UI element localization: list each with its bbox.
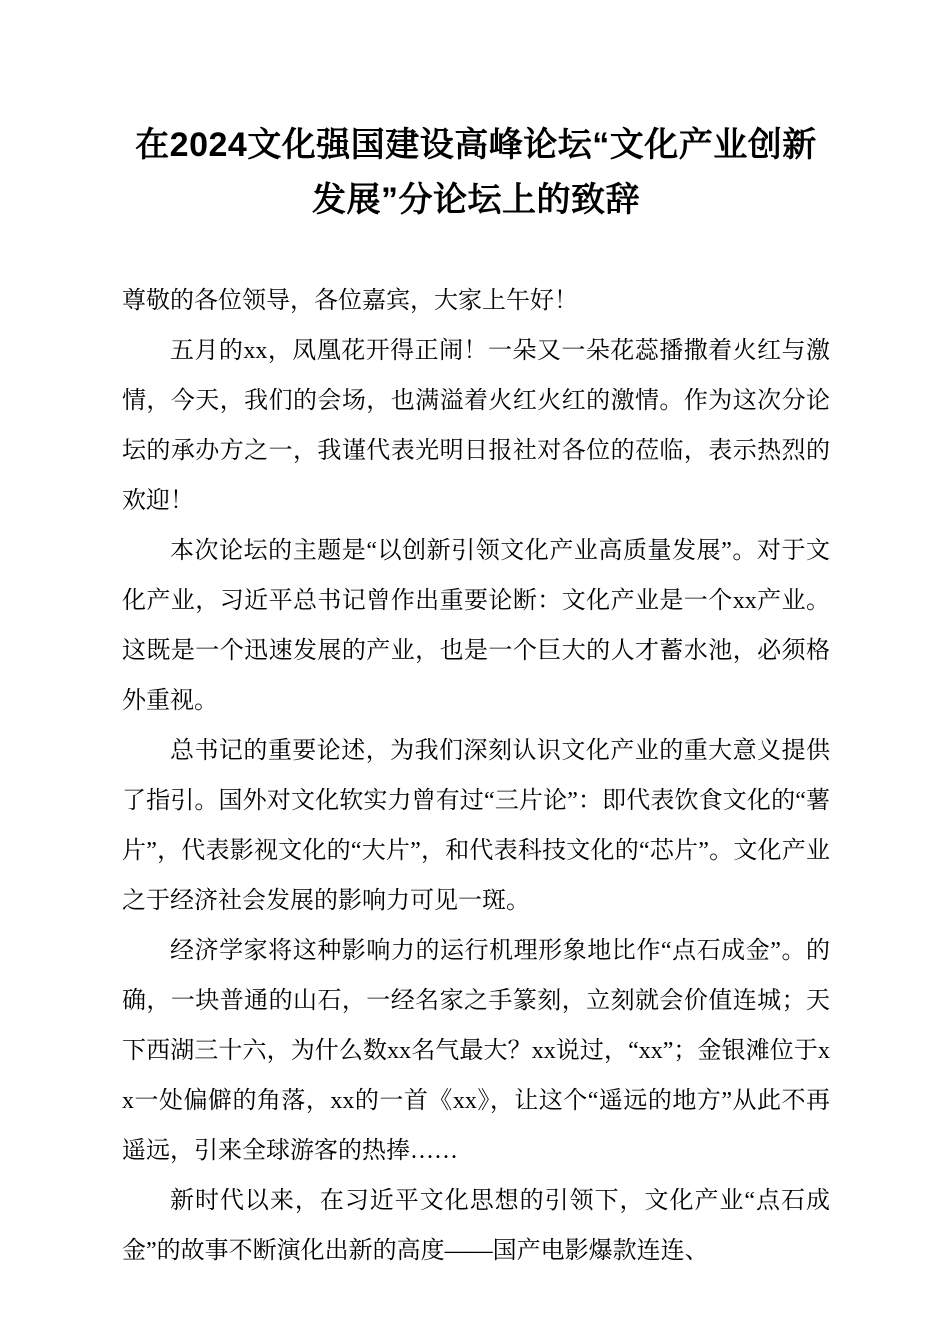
paragraph: 新时代以来，在习近平文化思想的引领下，文化产业“点石成金”的故事不断演化出新的高度——国产电影爆款连连、 xyxy=(122,1188,830,1265)
document-body xyxy=(122,276,830,1276)
paragraph: 经济学家将这种影响力的运行机理形象地比作“点石成金”。的确，一块普通的山石，一经名家之手篆刻，立刻就会价值连城；天下西湖三十六，为什么数xx名气最大？xx说过，“xx”；金银滩位于xx一处偏僻的角落，xx的一首《xx》，让这个“遥远的地方”从此不再遥远，引来全球游客的热捧…… xyxy=(122,938,830,1165)
paragraph-greeting: 尊敬的各位领导，各位嘉宾，大家上午好！ xyxy=(122,288,578,315)
paragraph: 本次论坛的主题是“以创新引领文化产业高质量发展”。对于文化产业，习近平总书记曾作出重要论断：文化产业是一个xx产业。这既是一个迅速发展的产业，也是一个巨大的人才蓄水池，必须格外重视。 xyxy=(122,538,830,715)
document-title: 在2024文化强国建设高峰论坛“文化产业创新发展”分论坛上的致辞 xyxy=(135,126,817,220)
paragraph: 五月的xx，凤凰花开得正闹！一朵又一朵花蕊播撒着火红与激情，今天，我们的会场，也满溢着火红火红的激情。作为这次分论坛的承办方之一，我谨代表光明日报社对各位的莅临，表示热烈的欢迎！ xyxy=(122,338,830,515)
paragraph: 总书记的重要论述，为我们深刻认识文化产业的重大意义提供了指引。国外对文化软实力曾有过“三片论”：即代表饮食文化的“薯片”，代表影视文化的“大片”，和代表科技文化的“芯片”。文化产业之于经济社会发展的影响力可见一斑。 xyxy=(122,738,830,915)
